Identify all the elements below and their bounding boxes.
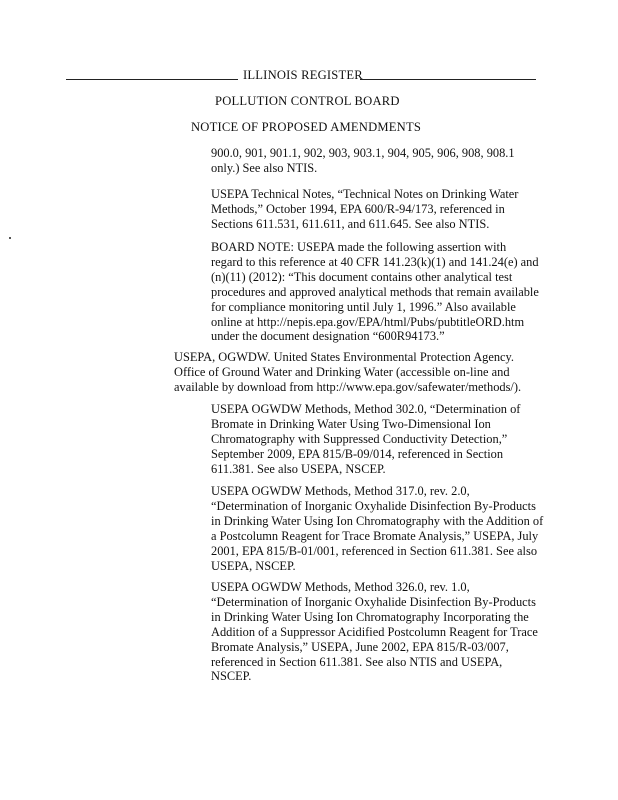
- paragraph-method-317: USEPA OGWDW Methods, Method 317.0, rev. 2.0, “Determination of Inorganic Oxyhalide Disinfection By-Products in Drinking Water Using Ion Chromatography with the Addition of a Postcolumn Reagent for Trace Bromate Analysis,” USEPA, July 2001, EPA 815/B-01/001, referenced in Section 611.381. See also USEPA, NSCEP.: [211, 484, 544, 573]
- paragraph-ntis-continuation: 900.0, 901, 901.1, 902, 903, 903.1, 904, 905, 906, 908, 908.1 only.) See also NTIS.: [211, 146, 515, 175]
- paragraph-method-302: USEPA OGWDW Methods, Method 302.0, “Determination of Bromate in Drinking Water Using Two-Dimensional Ion Chromatography with Suppressed Conductivity Detection,” September 2009, EPA 815/B-09/014, referenced in Section 611.381. See also USEPA, NSCEP.: [211, 402, 521, 476]
- notice-title: NOTICE OF PROPOSED AMENDMENTS: [191, 120, 422, 134]
- agency-title: POLLUTION CONTROL BOARD: [215, 94, 400, 108]
- paragraph-technical-notes: USEPA Technical Notes, “Technical Notes on Drinking Water Methods,” October 1994, EPA 600/R-94/173, referenced in Sections 611.531, 611.611, and 611.645. See also NTIS.: [211, 187, 519, 231]
- scan-speck: [9, 237, 11, 239]
- header-rule-left: [66, 79, 238, 80]
- paragraph-board-note: BOARD NOTE: USEPA made the following assertion with regard to this reference at 40 CFR 141.23(k)(1) and 141.24(e) and (n)(11) (2012): “This document contains other analytical test procedures and approved analytical methods that remain available for compliance monitoring until July 1, 1996.” Also available online at http://nepis.epa.gov/EPA/html/Pubs/pubtitleORD.htm under the document designation “600R94173.”: [211, 240, 539, 344]
- header-rule-right: [360, 79, 536, 80]
- paragraph-usepa-ogwdw: USEPA, OGWDW. United States Environmental Protection Agency. Office of Ground Water and Drinking Water (accessible on-line and available by download from http://www.epa.gov/safewater/methods/).: [174, 350, 522, 394]
- paragraph-method-326: USEPA OGWDW Methods, Method 326.0, rev. 1.0, “Determination of Inorganic Oxyhalide Disinfection By-Products in Drinking Water Using Ion Chromatography Incorporating the Addition of a Suppressor Acidified Postcolumn Reagent for Trace Bromate Analysis,” USEPA, June 2002, EPA 815/R-03/007, referenced in Section 611.381. See also NTIS and USEPA, NSCEP.: [211, 580, 538, 684]
- register-title: ILLINOIS REGISTER: [243, 68, 363, 82]
